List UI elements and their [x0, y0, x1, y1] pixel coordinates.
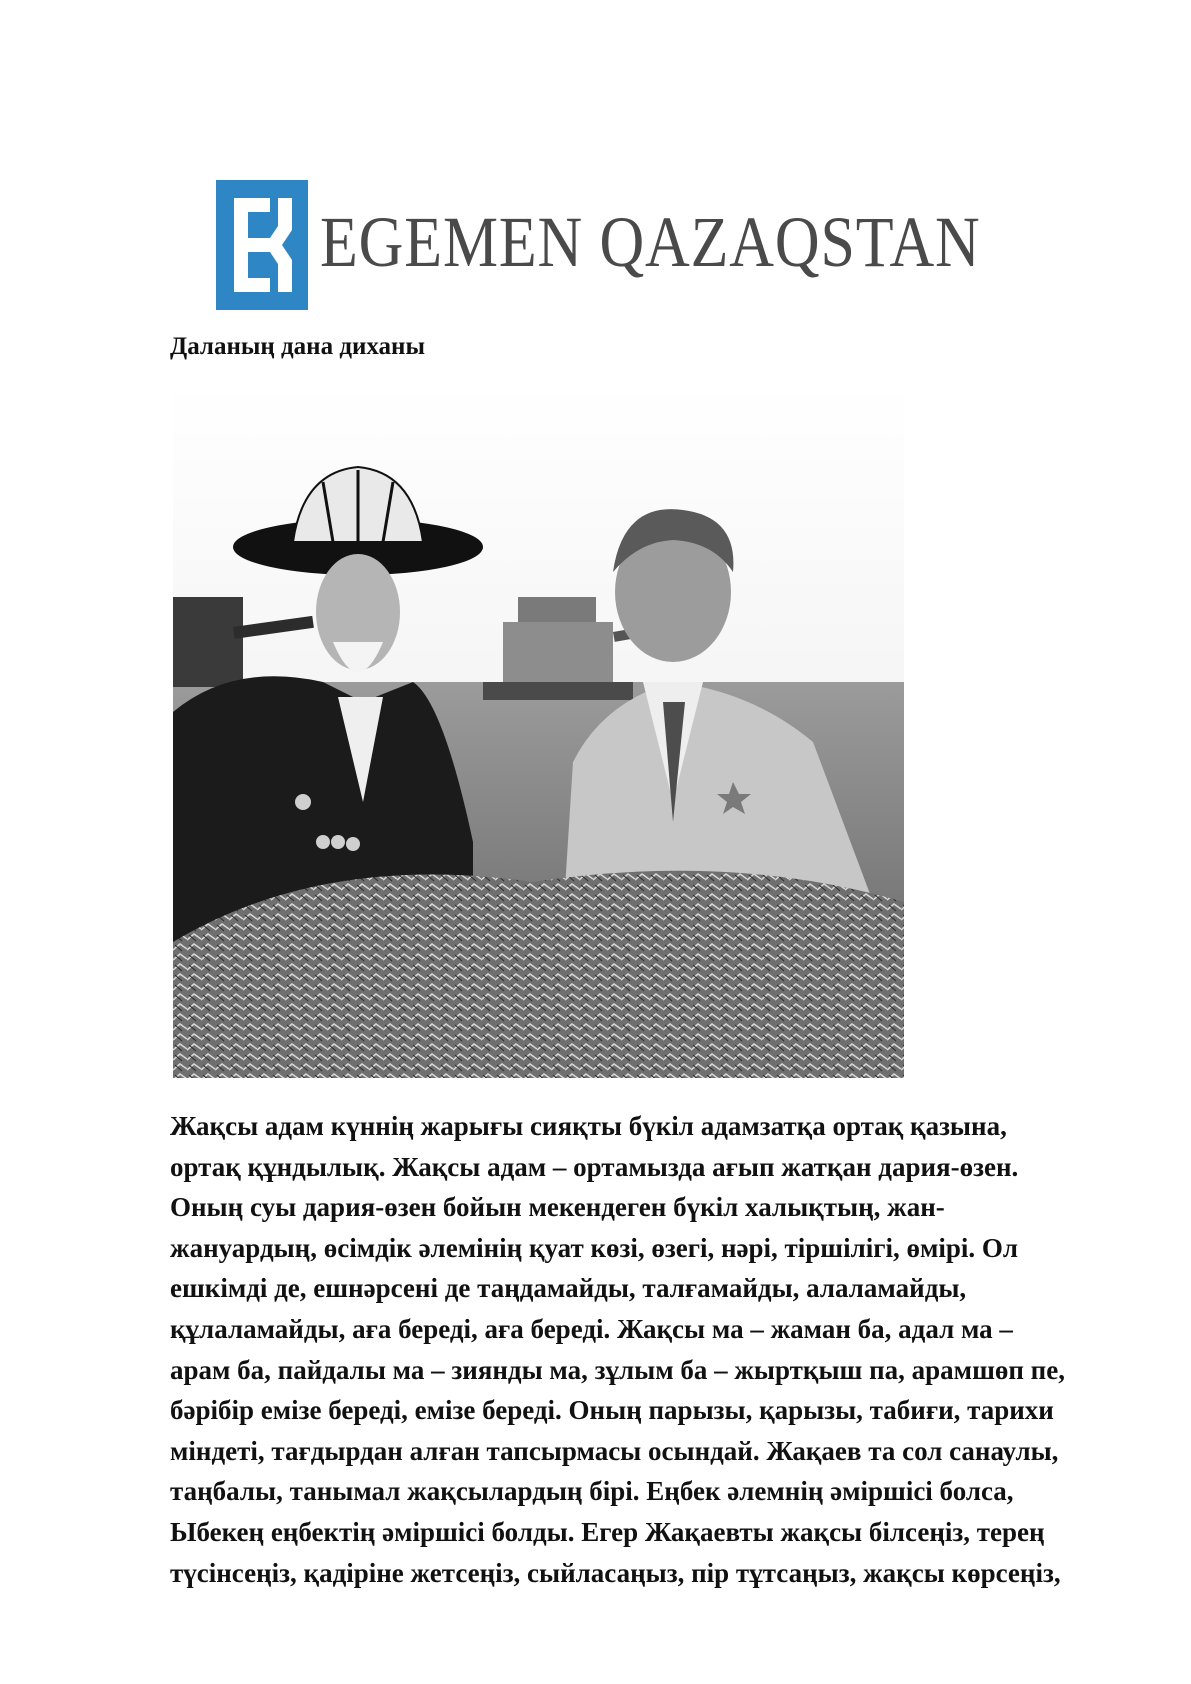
body-line: жануардың, өсімдік әлемінің қуат көзі, өзегі, нәрі, тіршілігі, өмірі. Ол	[170, 1232, 1019, 1263]
article-body	[170, 1106, 1110, 1593]
body-line: ешкімді де, ешнәрсені де таңдамайды, талғамайды, алаламайды,	[170, 1273, 967, 1304]
brand-name: EGEMEN QAZAQSTAN	[320, 202, 981, 282]
body-line: таңбалы, танымал жақсылардың бірі. Еңбек әлемнің әміршісі болса,	[170, 1476, 1014, 1507]
body-line: құлаламайды, аға береді, аға береді. Жақсы ма – жаман ба, адал ма –	[170, 1313, 1013, 1344]
body-line: ортақ құндылық. Жақсы адам – ортамызда ағып жатқан дария-өзен.	[170, 1151, 1019, 1182]
article-photo	[173, 382, 904, 1078]
masthead	[216, 180, 1046, 310]
photo-illustration	[173, 382, 904, 1078]
body-line: Жақсы адам күннің жарығы сияқты бүкіл адамзатқа ортақ қазына,	[170, 1111, 1007, 1141]
article-title: Даланың дана диханы	[170, 333, 425, 360]
body-line: Оның суы дария-өзен бойын мекендеген бүкіл халықтың, жан-	[170, 1192, 945, 1223]
body-line: міндеті, тағдырдан алған тапсырмасы осындай. Жақаев та сол санаулы,	[170, 1435, 1059, 1466]
body-line: түсінсеңіз, қадіріне жетсеңіз, сыйласаңыз, пір тұтсаңыз, жақсы көрсеңіз,	[170, 1557, 1061, 1588]
body-line: бәрібір емізе береді, емізе береді. Оның парызы, қарызы, табиғи, тарихи	[170, 1395, 1054, 1426]
body-line: арам ба, пайдалы ма – зиянды ма, зұлым ба – жыртқыш па, арамшөп пе,	[170, 1354, 1065, 1385]
body-line: Ыбекең еңбектің әміршісі болды. Егер Жақаевты жақсы білсеңіз, терең	[170, 1516, 1045, 1547]
newspaper-logo-icon	[216, 180, 308, 310]
